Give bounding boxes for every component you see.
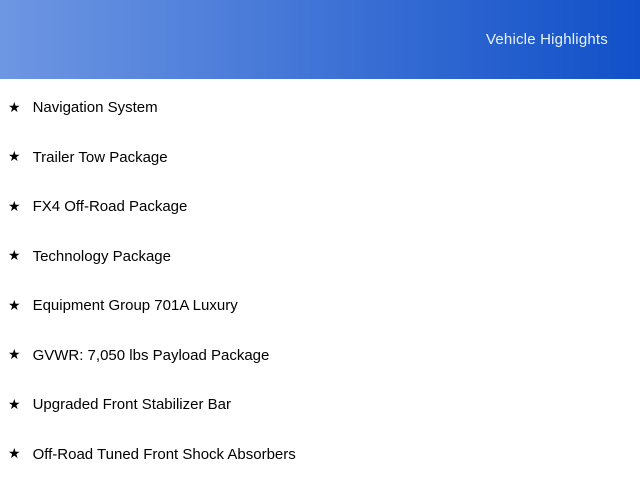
- list-item: [8, 281, 630, 331]
- vehicle-highlights-header: [0, 0, 640, 79]
- star-icon: ★: [8, 247, 21, 264]
- star-icon: ★: [8, 395, 21, 412]
- list-item-label: Trailer Tow Package: [32, 148, 168, 166]
- list-item-label: GVWR: 7,050 lbs Payload Package: [32, 346, 270, 364]
- list-item: [8, 232, 630, 282]
- list-item: [8, 430, 630, 480]
- star-icon: ★: [8, 98, 21, 115]
- list-item: [8, 133, 630, 183]
- star-icon: ★: [8, 197, 21, 214]
- list-item-label: FX4 Off-Road Package: [32, 198, 188, 216]
- list-item-label: Off-Road Tuned Front Shock Absorbers: [32, 445, 296, 463]
- list-item-label: Technology Package: [32, 247, 171, 265]
- list-item: [8, 380, 630, 430]
- page-title: Vehicle Highlights: [485, 31, 608, 48]
- star-icon: ★: [8, 445, 21, 462]
- list-item: [8, 182, 630, 232]
- star-icon: ★: [8, 148, 21, 165]
- list-item: [8, 83, 630, 133]
- list-item-label: Equipment Group 701A Luxury: [32, 297, 238, 315]
- list-item: [8, 331, 630, 381]
- highlights-list: [0, 79, 640, 479]
- list-item-label: Upgraded Front Stabilizer Bar: [32, 396, 231, 414]
- star-icon: ★: [8, 296, 21, 313]
- list-item-label: Navigation System: [32, 99, 158, 117]
- star-icon: ★: [8, 346, 21, 363]
